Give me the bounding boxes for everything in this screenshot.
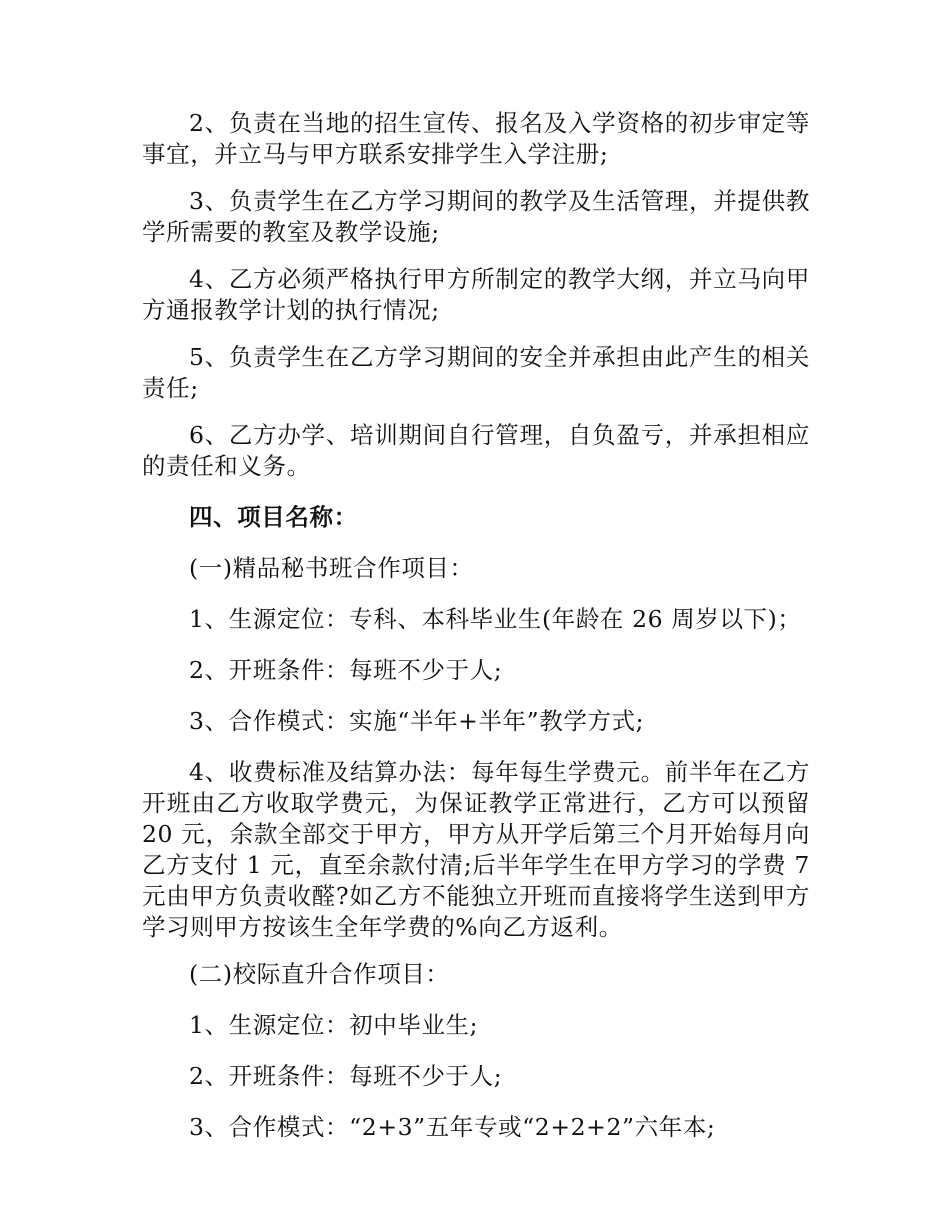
paragraph-4-syllabus: 4、乙方必须严格执行甲方所制定的教学大纲，并立马向甲方通报教学计划的执行情况; <box>142 265 810 324</box>
paragraph-2-recruitment: 2、负责在当地的招生宣传、报名及入学资格的初步审定等事宜，并立马与甲方联系安排学生入学注册; <box>142 109 810 168</box>
paragraph-5-safety: 5、负责学生在乙方学习期间的安全并承担由此产生的相关责任; <box>142 343 810 402</box>
item-class-conditions-2: 2、开班条件：每班不少于人; <box>189 1062 503 1090</box>
item-class-conditions: 2、开班条件：每班不少于人; <box>189 656 503 684</box>
subsection-direct-promotion: (二)校际直升合作项目： <box>189 960 450 988</box>
document-body <box>142 108 810 1163</box>
paragraph-6-self-management: 6、乙方办学、培训期间自行管理，自负盈亏，并承担相应的责任和义务。 <box>142 421 810 480</box>
item-cooperation-mode: 3、合作模式：实施“半年+半年”教学方式; <box>189 707 645 735</box>
paragraph-3-management: 3、负责学生在乙方学习期间的教学及生活管理，并提供教学所需要的教室及教学设施; <box>142 187 810 246</box>
item-fee-settlement: 4、收费标准及结算办法：每年每生学费元。前半年在乙方开班由乙方收取学费元，为保证教学正常进行，乙方可以预留 20 元，余款全部交于甲方，甲方从开学后第三个月开始每月向乙方支付 1 元，直至余款付清;后半年学生在甲方学习的学费 7 元由甲方负责收醛?如乙方不能独立开班而直接将学生送到甲方学习则甲方按该生全年学费的%向乙方返利。 <box>142 758 810 941</box>
item-student-source-2: 1、生源定位：初中毕业生; <box>189 1011 479 1039</box>
item-cooperation-mode-2: 3、合作模式：“2+3”五年专或“2+2+2”六年本; <box>189 1113 716 1141</box>
section-heading-project-names: 四、项目名称： <box>189 503 358 531</box>
subsection-secretary-class: (一)精品秘书班合作项目： <box>189 554 474 582</box>
item-student-source: 1、生源定位：专科、本科毕业生(年龄在 26 周岁以下)； <box>189 605 802 633</box>
